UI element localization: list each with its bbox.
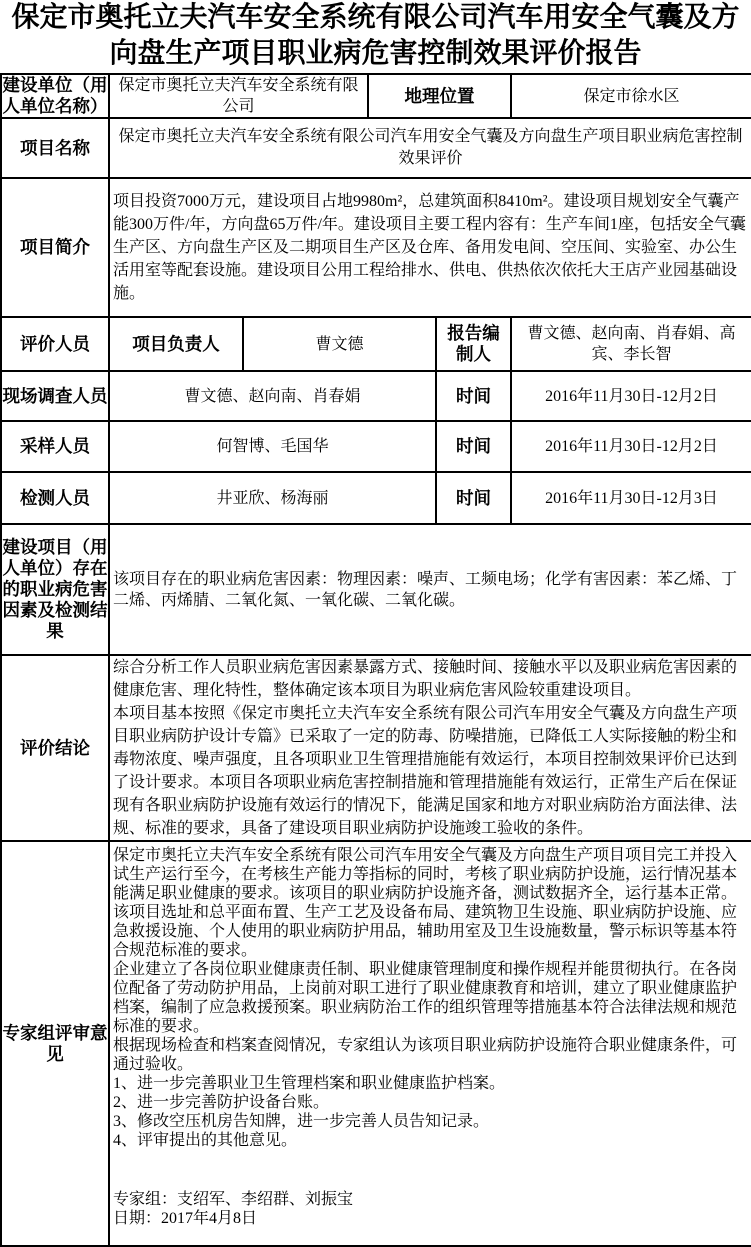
expert-opinion-value — [109, 841, 751, 1246]
conclusion-paragraph: 综合分析工作人员职业病危害因素暴露方式、接触时间、接触水平以及职业病危害因素的健康危害、理化特性，整体确定该本项目为职业病危害风险较重建设项目。 — [113, 659, 738, 699]
label-report-compilers: 报告编制人 — [436, 317, 511, 371]
expert-opinion-item: 4、评审提出的其他意见。 — [113, 1132, 298, 1149]
table-row-samplers — [1, 421, 751, 472]
expert-opinion-paragraph: 保定市奥托立夫汽车安全系统有限公司汽车用安全气囊及方向盘生产项目项目完工并投入试生产运行至今，在考核生产能力等指标的同时，考核了职业病防护设施，运行情况基本能满足职业健康的要求。该项目的职业病防护设施齐备，测试数据齐全，运行基本正常。该项目选址和总平面布置、生产工艺及设备布局、建筑物卫生设施、职业病防护设施、应急救援设施、个人使用的职业病防护用品，辅助用室及卫生设施数量，警示标识等基本符合规范标准的要求。 — [113, 847, 738, 959]
testing-time-value: 2016年11月30日-12月3日 — [511, 472, 751, 524]
expert-opinion-paragraph: 根据现场检查和档案查阅情况，专家组认为该项目职业病防护设施符合职业健康条件，可通过验收。 — [113, 1037, 738, 1073]
expert-opinion-item: 3、修改空压机房告知牌，进一步完善人员告知记录。 — [113, 1113, 490, 1130]
evaluation-conclusion-value — [109, 655, 751, 841]
table-row-project-name — [1, 118, 751, 178]
site-investigators-value: 曹文德、赵向南、肖春娟 — [109, 371, 436, 421]
samplers-value: 何智博、毛国华 — [109, 421, 436, 472]
table-row-evaluators — [1, 317, 751, 371]
conclusion-paragraph: 本项目基本按照《保定市奥托立夫汽车安全系统有限公司汽车用安全气囊及方向盘生产项目职业病防护设计专篇》已采取了一定的防毒、防噪措施，已降低工人实际接触的粉尘和毒物浓度、噪声强度，且各项职业卫生管理措施能有效运行，本项目控制效果评价已达到了设计要求。本项目各项职业病危害控制措施和管理措施能有效运行，正常生产后在保证现有各职业病防护设施有效运行的情况下，能满足国家和地方对职业病防治方面法律、法规、标准的要求，具备了建设项目职业病防护设施竣工验收的条件。 — [113, 705, 738, 837]
label-hazard-factors: 建设项目（用人单位）存在的职业病危害因素及检测结果 — [1, 524, 109, 655]
expert-opinion-item: 2、进一步完善防护设备台账。 — [113, 1094, 330, 1111]
geo-location-value: 保定市徐水区 — [511, 74, 751, 118]
expert-opinion-date: 日期：2017年4月8日 — [113, 1210, 258, 1227]
label-testers: 检测人员 — [1, 472, 109, 524]
label-testing-time: 时间 — [436, 472, 511, 524]
expert-opinion-paragraph: 企业建立了各岗位职业健康责任制、职业健康管理制度和操作规程并能贯彻执行。在各岗位配备了劳动防护用品，上岗前对职工进行了职业健康教育和培训，建立了职业健康监护档案，编制了应急救援预案。职业病防治工作的组织管理等措施基本符合法律法规和规范标准的要求。 — [113, 961, 738, 1035]
label-investigation-time: 时间 — [436, 371, 511, 421]
label-geo-location: 地理位置 — [368, 74, 511, 118]
testers-value: 井亚欣、杨海丽 — [109, 472, 436, 524]
report-table — [0, 73, 751, 1247]
label-project-leader: 项目负责人 — [109, 317, 243, 371]
report-compilers-value: 曹文德、赵向南、肖春娟、高宾、李长智 — [511, 317, 751, 371]
project-name-value: 保定市奥托立夫汽车安全系统有限公司汽车用安全气囊及方向盘生产项目职业病危害控制效果评价 — [109, 118, 751, 178]
label-construction-unit: 建设单位（用人单位名称） — [2, 75, 108, 116]
label-evaluators: 评价人员 — [1, 317, 109, 371]
construction-unit-value: 保定市奥托立夫汽车安全系统有限公司 — [109, 74, 368, 118]
project-intro-value: 项目投资7000万元，建设项目占地9980m²，总建筑面积8410m²。建设项目规划安全气囊产能300万件/年，方向盘65万件/年。建设项目主要工程内容有：生产车间1座，包括安全气囊生产区、方向盘生产区及二期项目生产区及仓库、备用发电间、空压间、实验室、办公生活用室等配套设施。建设项目公用工程给排水、供电、供热依次依托大王店产业园基础设施。 — [109, 178, 751, 317]
table-row-evaluation-conclusion — [1, 655, 751, 841]
label-expert-opinion: 专家组评审意见 — [1, 841, 109, 1246]
hazard-factors-value: 该项目存在的职业病危害因素：物理因素：噪声、工频电场；化学有害因素：苯乙烯、丁二烯、丙烯腈、二氧化氮、一氧化碳、二氧化碳。 — [109, 524, 751, 655]
table-row-site-investigators — [1, 371, 751, 421]
label-sampling-time: 时间 — [436, 421, 511, 472]
label-project-name: 项目名称 — [1, 118, 109, 178]
label-site-investigators: 现场调查人员 — [1, 371, 109, 421]
label-samplers: 采样人员 — [1, 421, 109, 472]
label-evaluation-conclusion: 评价结论 — [1, 655, 109, 841]
table-row-project-intro — [1, 178, 751, 317]
project-leader-value: 曹文德 — [243, 317, 436, 371]
report-title: 保定市奥托立夫汽车安全系统有限公司汽车用安全气囊及方向盘生产项目职业病危害控制效果评价报告 — [11, 2, 740, 69]
table-row-construction-unit — [1, 74, 751, 118]
label-project-intro: 项目简介 — [1, 178, 109, 317]
expert-group-signature: 专家组：支绍军、李绍群、刘振宝 — [113, 1191, 354, 1208]
sampling-time-value: 2016年11月30日-12月2日 — [511, 421, 751, 472]
table-row-hazard-factors — [1, 524, 751, 655]
table-row-expert-opinion — [1, 841, 751, 1246]
investigation-time-value: 2016年11月30日-12月2日 — [511, 371, 751, 421]
expert-opinion-item: 1、进一步完善职业卫生管理档案和职业健康监护档案。 — [113, 1075, 506, 1092]
table-row-testers — [1, 472, 751, 524]
